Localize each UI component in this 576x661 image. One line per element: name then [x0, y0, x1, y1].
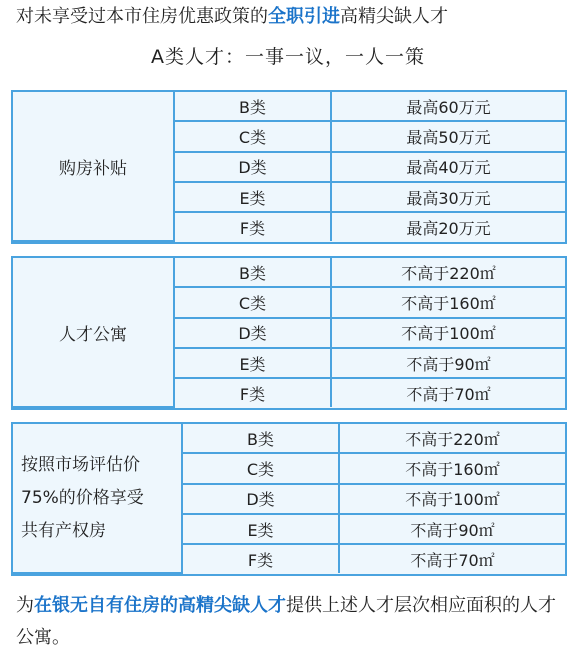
- value-cell: 不高于220㎡: [331, 258, 565, 287]
- category-line: 共有产权房: [21, 520, 106, 541]
- footer-highlight: 在银无自有住房的高精尖缺人才: [34, 595, 286, 616]
- table-row: [13, 258, 565, 287]
- tier-cell: E类: [174, 348, 331, 378]
- value-cell: 不高于160㎡: [339, 453, 565, 483]
- tier-cell: D类: [174, 318, 331, 348]
- value-cell: 不高于70㎡: [339, 544, 565, 573]
- tier-cell: C类: [174, 287, 331, 317]
- tier-cell: F类: [174, 212, 331, 241]
- value-cell: 不高于90㎡: [331, 348, 565, 378]
- tier-cell: B类: [174, 258, 331, 287]
- value-cell: 最高60万元: [331, 92, 565, 121]
- value-cell: 不高于70㎡: [331, 378, 565, 407]
- talent-apartment-table: [11, 256, 567, 410]
- table-row: [13, 92, 565, 121]
- value-cell: 不高于160㎡: [331, 287, 565, 317]
- footer-text: [16, 590, 571, 654]
- category-cell: 人才公寓: [13, 258, 174, 407]
- tier-cell: D类: [182, 484, 339, 514]
- housing-subsidy-table: [11, 90, 567, 244]
- intro-suffix: 高精尖缺人才: [340, 6, 448, 27]
- tier-cell: D类: [174, 152, 331, 182]
- intro-prefix: 对未享受过本市住房优惠政策的: [16, 6, 268, 27]
- tier-cell: E类: [174, 182, 331, 212]
- footer-suffix: 提供上述人才层次相应面积的人才公寓。: [16, 595, 556, 648]
- subtitle: A类人才：一事一议，一人一策: [151, 46, 425, 68]
- category-cell: [13, 424, 182, 573]
- tier-cell: B类: [174, 92, 331, 121]
- tier-cell: E类: [182, 514, 339, 544]
- value-cell: 不高于100㎡: [331, 318, 565, 348]
- intro-text: [16, 2, 566, 32]
- category-line: 按照市场评估价: [21, 454, 140, 475]
- category-cell: 购房补贴: [13, 92, 174, 241]
- value-cell: 最高50万元: [331, 121, 565, 151]
- tier-cell: F类: [174, 378, 331, 407]
- table-row: [13, 424, 565, 453]
- footer-prefix: 为: [16, 595, 34, 616]
- category-line: 75%的价格享受: [21, 487, 144, 508]
- value-cell: 不高于220㎡: [339, 424, 565, 453]
- tier-cell: C类: [174, 121, 331, 151]
- value-cell: 最高30万元: [331, 182, 565, 212]
- intro-highlight: 全职引进: [268, 6, 340, 27]
- value-cell: 不高于100㎡: [339, 484, 565, 514]
- value-cell: 不高于90㎡: [339, 514, 565, 544]
- value-cell: 最高40万元: [331, 152, 565, 182]
- shared-ownership-table: [11, 422, 567, 576]
- tier-cell: F类: [182, 544, 339, 573]
- tier-cell: B类: [182, 424, 339, 453]
- tier-cell: C类: [182, 453, 339, 483]
- value-cell: 最高20万元: [331, 212, 565, 241]
